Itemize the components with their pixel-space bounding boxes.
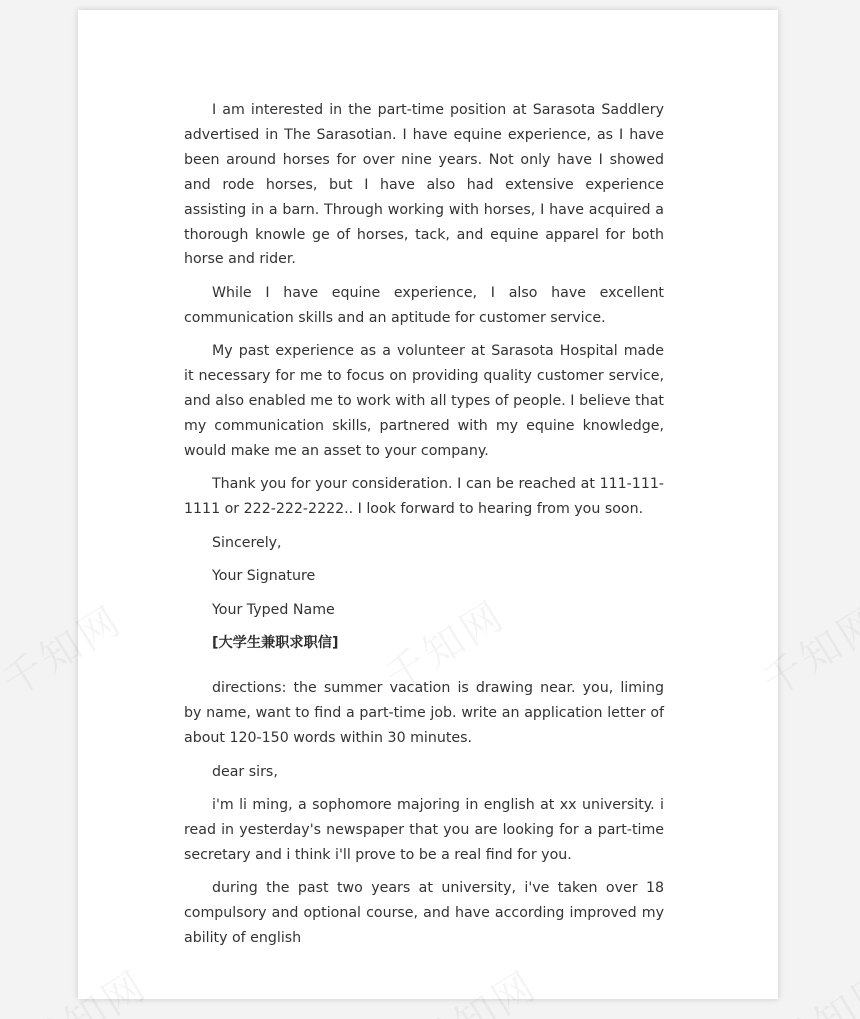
paragraph-experience: My past experience as a volunteer at Sarasota Hospital made it necessary for me to focus on providing quality customer service, and also enabled me to work with all types of people. I believe that my communication skills, partnered with my equine knowledge, would make me an asset to your company. [184, 343, 664, 459]
paragraph-skills: While I have equine experience, I also have excellent communication skills and an aptitude for customer service. [184, 284, 664, 326]
paragraph-introduction-letter: i'm li ming, a sophomore majoring in english at xx university. i read in yesterday's newspaper that you are looking for a part-time secretary and i think i'll prove to be a real find for you. [184, 797, 664, 863]
paragraph-directions: directions: the summer vacation is drawing near. you, liming by name, want to find a part-time job. write an application letter of about 120-150 words within 30 minutes. [184, 680, 664, 747]
document-page [78, 10, 778, 999]
paragraph-intro: I am interested in the part-time position at Sarasota Saddlery advertised in The Sarasotian. I have equine experience, as I have been around horses for over nine years. Not only have I showed and rode horses, but I have also had extensive experience assisting in a barn. Through working with horses, I have acquired a thorough knowle ge of horses, tack, and equine apparel for both horse and rider. [184, 102, 664, 268]
salutation: dear sirs, [212, 763, 278, 780]
paragraph-university: during the past two years at university, i've taken over 18 compulsory and optional course, and have according improved my ability of english [184, 880, 664, 947]
watermark-bottom-right [765, 954, 860, 1019]
signature-line: Your Signature [212, 568, 316, 585]
closing-sincerely: Sincerely, [212, 534, 282, 551]
section-heading: [大学生兼职求职信] [212, 635, 339, 652]
typed-name-line: Your Typed Name [212, 601, 335, 618]
paragraph-thanks: Thank you for your consideration. I can be reached at 111-111-1111 or 222-222-2222.. I look forward to hearing from you soon. [184, 476, 664, 518]
document-body [184, 98, 664, 960]
